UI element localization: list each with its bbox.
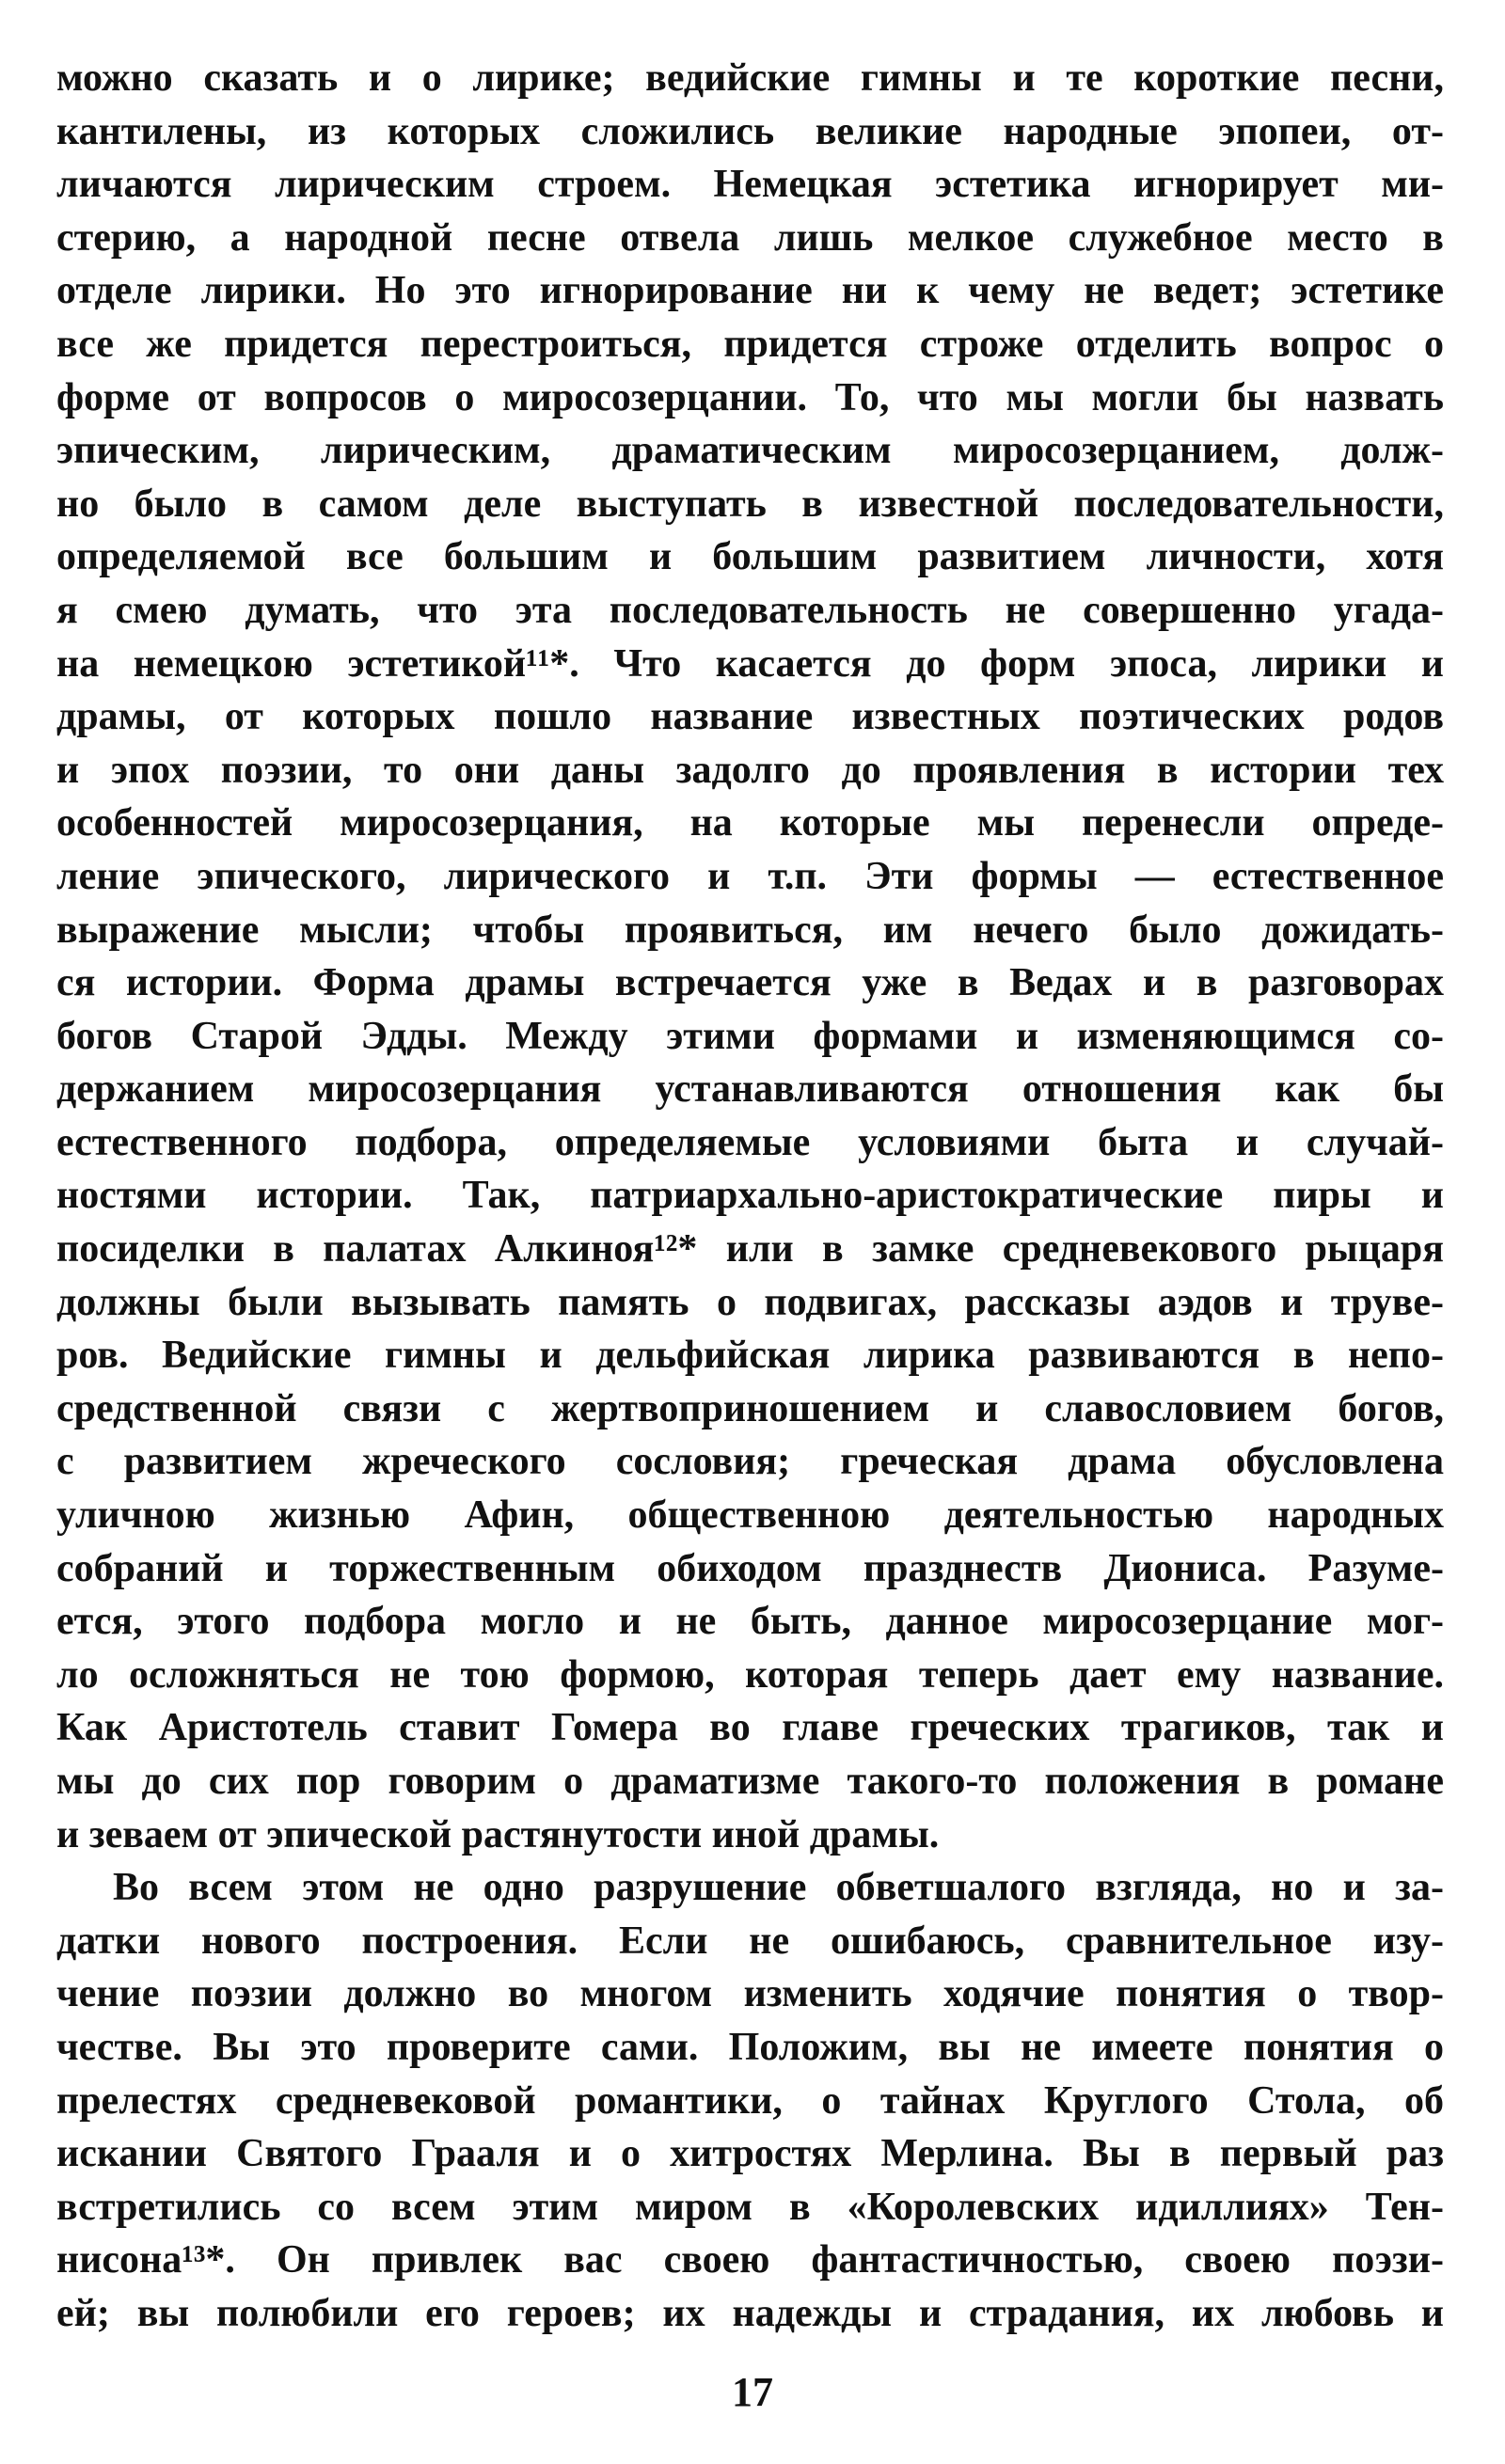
text-line: встретились со всем этим миром в «Королевских идиллиях» Тен- <box>56 2185 1444 2229</box>
text-line: ей; вы полюбили его героев; их надежды и страдания, их любовь и <box>56 2291 1444 2335</box>
paragraph-1 <box>56 52 1444 1861</box>
text-line: нисона¹³*. Он привлек вас своею фантастичностью, своею поэзи- <box>56 2238 1444 2282</box>
text-line: определяемой все большим и большим развитием личности, хотя <box>56 535 1444 579</box>
text-line: должны были вызывать память о подвигах, рассказы аэдов и труве- <box>56 1280 1444 1324</box>
text-line: можно сказать и о лирике; ведийские гимны и те короткие песни, <box>56 56 1444 100</box>
text-line: и зеваем от эпической растянутости иной драмы. <box>56 1812 940 1856</box>
text-line: и эпох поэзии, то они даны задолго до проявления в истории тех <box>56 748 1444 792</box>
text-line: мы до сих пор говорим о драматизме такого-то положения в романе <box>56 1760 1444 1803</box>
text-line: искании Святого Грааля и о хитростях Мерлина. Вы в первый раз <box>56 2132 1444 2176</box>
text-line: ся истории. Форма драмы встречается уже в Ведах и в разговорах <box>56 961 1444 1005</box>
text-line: чение поэзии должно во многом изменить ходячие понятия о твор- <box>56 1972 1444 2016</box>
text-line: ностями истории. Так, патриархально-аристократические пиры и <box>56 1174 1444 1218</box>
text-line: форме от вопросов о миросозерцании. То, что мы могли бы назвать <box>56 375 1444 419</box>
text-line: драмы, от которых пошло название известных поэтических родов <box>56 695 1444 739</box>
text-line: Во всем этом не одно разрушение обветшалого взгляда, но и за- <box>113 1866 1444 1910</box>
text-line: уличною жизнью Афин, общественною деятельностью народных <box>56 1493 1444 1538</box>
page-number: 17 <box>732 2369 773 2415</box>
text-line: с развитием жреческого сословия; греческая драма обусловлена <box>56 1440 1444 1484</box>
text-line: богов Старой Эдды. Между этими формами и изменяющимся со- <box>56 1014 1444 1058</box>
text-line: личаются лирическим строем. Немецкая эстетика игнорирует ми- <box>56 163 1444 207</box>
paragraph-2 <box>56 1861 1444 2340</box>
text-line: кантилены, из которых сложились великие народные эпопеи, от- <box>56 109 1444 153</box>
text-line: Как Аристотель ставит Гомера во главе греческих трагиков, так и <box>56 1706 1444 1750</box>
text-line: ров. Ведийские гимны и дельфийская лирика развиваются в непо- <box>56 1334 1444 1378</box>
text-line: посиделки в палатах Алкиноя¹²* или в замке средневекового рыцаря <box>56 1227 1444 1271</box>
text-line: отделе лирики. Но это игнорирование ни к чему не ведет; эстетике <box>56 269 1444 313</box>
text-line: особенностей миросозерцания, на которые мы перенесли опреде- <box>56 801 1444 845</box>
text-line: на немецкою эстетикой¹¹*. Что касается до форм эпоса, лирики и <box>56 641 1444 686</box>
text-line: ло осложняться не тою формою, которая теперь дает ему название. <box>56 1652 1444 1697</box>
text-line: честве. Вы это проверите сами. Положим, вы не имеете понятия о <box>56 2025 1444 2069</box>
text-line: эпическим, лирическим, драматическим миросозерцанием, долж- <box>56 429 1444 473</box>
text-line: все же придется перестроиться, придется строже отделить вопрос о <box>56 322 1444 366</box>
text-line: стерию, а народной песне отвела лишь мелкое служебное место в <box>56 215 1444 260</box>
text-line: естественного подбора, определяемые условиями быта и случай- <box>56 1120 1444 1164</box>
text-line: ется, этого подбора могло и не быть, данное миросозерцание мог- <box>56 1600 1444 1644</box>
text-line: я смею думать, что эта последовательность не совершенно угада- <box>56 588 1444 632</box>
text-line: средственной связи с жертвоприношением и славословием богов, <box>56 1386 1444 1430</box>
text-line: собраний и торжественным обиходом празднеств Диониса. Разуме- <box>56 1546 1444 1590</box>
text-line: прелестях средневековой романтики, о тайнах Круглого Стола, об <box>56 2078 1444 2123</box>
text-line: ление эпического, лирического и т.п. Эти формы — естественное <box>56 854 1444 898</box>
text-line: датки нового построения. Если не ошибаюсь, сравнительное изу- <box>56 1919 1444 1963</box>
text-line: держанием миросозерцания устанавливаются отношения как бы <box>56 1067 1444 1112</box>
text-line: но было в самом деле выступать в известной последовательности, <box>56 482 1444 526</box>
page-text <box>56 52 1444 2341</box>
text-line: выражение мысли; чтобы проявиться, им нечего было дожидать- <box>56 908 1444 952</box>
